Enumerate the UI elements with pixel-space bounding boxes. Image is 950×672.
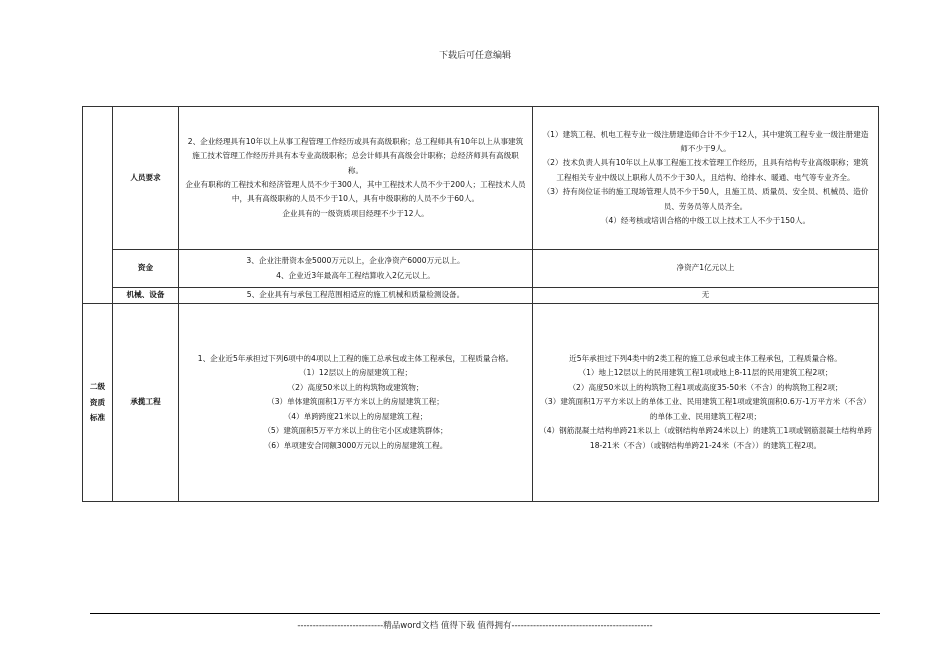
personnel-left-para: 企业有职称的工程技术和经济管理人员不少于300人，其中工程技术人员不少于200人；工程技术人员中，具有高级职称的人员不少于10人，具有中级职称的人员不少于60人。: [185, 180, 526, 204]
projects-left-cell: [179, 304, 533, 502]
equipment-right-cell: 无: [533, 288, 879, 304]
qualification-table: [82, 106, 879, 502]
projects-left-para: （4）单跨跨度21米以上的房屋建筑工程；: [283, 411, 428, 421]
projects-right-para: （3）建筑面积1万平方米以上的单体工业、民用建筑工程1项或建筑面积0.6万-1万平方米（不含）的单体工业、民用建筑工程2项；: [540, 397, 871, 421]
projects-label: 承揽工程: [113, 304, 179, 502]
level1-label: 二级资质标准: [83, 304, 113, 502]
personnel-right-para: （1）建筑工程、机电工程专业一级注册建造师合计不少于12人，其中建筑工程专业一级注册建造师不少于9人。: [542, 129, 869, 153]
level1-cell-empty: [83, 107, 113, 304]
projects-right-para: 近5年承担过下列4类中的2类工程的施工总承包或主体工程承包，工程质量合格。: [569, 354, 842, 364]
projects-right-para: （2）高度50米以上的构筑物工程1项或高度35-50米（不含）的构筑物工程2项；: [568, 382, 843, 392]
projects-left-para: （1）12层以上的房屋建筑工程；: [298, 368, 413, 378]
table-row-personnel: [83, 107, 879, 250]
personnel-left-para: 2、企业经理具有10年以上从事工程管理工作经历或具有高级职称；总工程师具有10年以上从事建筑施工技术管理工作经历并具有本专业高级职称；总会计师具有高级会计职称；总经济师具有高级职称。: [187, 136, 524, 175]
personnel-right-para: （4）经考核或培训合格的中级工以上技术工人不少于150人。: [600, 216, 811, 226]
projects-left-para: （3）单体建筑面积1万平方米以上的房屋建筑工程；: [267, 397, 444, 407]
projects-right-cell: [533, 304, 879, 502]
capital-left-cell: [179, 250, 533, 288]
personnel-right-para: （3）持有岗位证书的施工现场管理人员不少于50人，且施工员、质量员、安全员、机械员、造价员、劳务员等人员齐全。: [542, 187, 869, 211]
page-header: 下载后可任意编辑: [438, 51, 511, 61]
personnel-right-para: （2）技术负责人具有10年以上从事工程施工技术管理工作经历，且具有结构专业高级职称；建筑工程相关专业中级以上职称人员不少于30人，且结构、给排水、暖通、电气等专业齐全。: [542, 158, 869, 182]
personnel-label: 人员要求: [113, 107, 179, 250]
equipment-left-cell: 5、企业具有与承包工程范围相适应的施工机械和质量检测设备。: [179, 288, 533, 304]
projects-left-para: 1、企业近5年承担过下列6项中的4项以上工程的施工总承包或主体工程承包，工程质量合格。: [197, 354, 514, 364]
equipment-label: 机械、设备: [113, 288, 179, 304]
projects-left-para: （2）高度50米以上的构筑物或建筑物；: [287, 382, 424, 392]
capital-right-cell: 净资产1亿元以上: [533, 250, 879, 288]
projects-left-para: （5）建筑面积5万平方米以上的住宅小区或建筑群体；: [263, 426, 448, 436]
capital-left-para: 4、企业近3年最高年工程结算收入2亿元以上。: [276, 270, 435, 280]
personnel-right-cell: [533, 107, 879, 250]
projects-left-para: （6）单项建安合同额3000万元以上的房屋建筑工程。: [263, 440, 448, 450]
table-row-capital: [83, 250, 879, 288]
table-row-equipment: [83, 288, 879, 304]
page-footer: ----------------------------精品word文档 值得下载 值得拥有----------------------------------------------: [297, 621, 653, 631]
capital-left-para: 3、企业注册资本金5000万元以上，企业净资产6000万元以上。: [246, 256, 465, 266]
table-row-projects: [83, 304, 879, 502]
capital-label: 资金: [113, 250, 179, 288]
projects-right-para: （1）地上12层以上的民用建筑工程1项或地上8-11层的民用建筑工程2项；: [578, 368, 833, 378]
personnel-left-cell: [179, 107, 533, 250]
footer-divider: [90, 613, 880, 614]
personnel-left-para: 企业具有的一级资质项目经理不少于12人。: [282, 208, 429, 218]
projects-right-para: （4）钢筋混凝土结构单跨21米以上（或钢结构单跨24米以上）的建筑工1项或钢筋混凝土结构单跨18-21米（不含）（或钢结构单跨21-24米（不含））的建筑工程2项。: [539, 426, 872, 450]
